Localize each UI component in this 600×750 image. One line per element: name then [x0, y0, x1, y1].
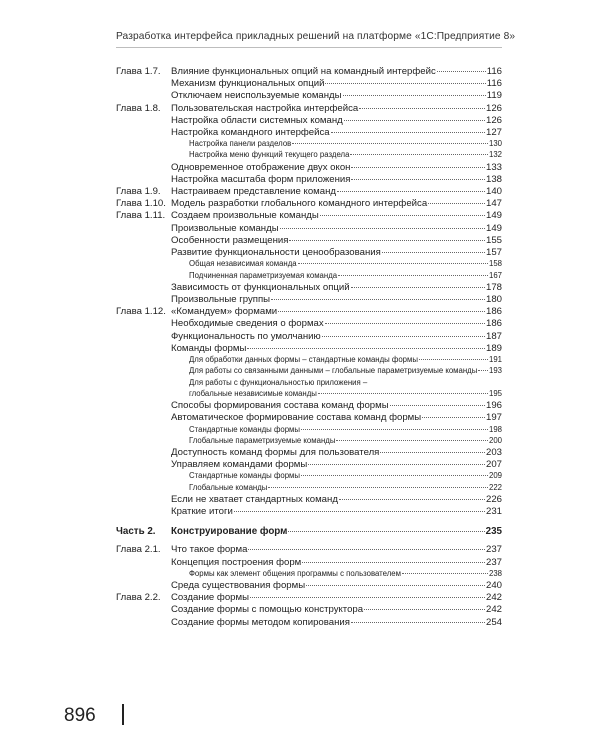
- toc-entry: [116, 580, 502, 592]
- toc-entry: [116, 150, 502, 161]
- toc-page-number: 116: [486, 66, 502, 77]
- toc-chapter-label: Глава 2.1.: [116, 544, 161, 556]
- toc-entry-line: [189, 150, 502, 159]
- toc-title: Зависимость от функциональных опций: [171, 281, 350, 293]
- toc-entry-line: [189, 355, 502, 364]
- toc-title: Управляем командами формы: [171, 459, 308, 471]
- toc-title: Если не хватает стандартных команд: [171, 494, 338, 506]
- toc-page-number: 197: [485, 412, 502, 424]
- toc-chapter-label: Глава 1.8.: [116, 102, 161, 114]
- toc-leader-dots: [288, 531, 484, 532]
- toc-leader-dots: [248, 549, 485, 550]
- toc-entry: [116, 459, 502, 471]
- toc-entry: [116, 103, 502, 115]
- toc-leader-dots: [292, 143, 488, 144]
- toc-leader-dots: [437, 71, 486, 72]
- toc-leader-dots: [325, 323, 485, 324]
- toc-title: Создание формы с помощью конструктора: [171, 604, 364, 616]
- toc-title: Стандартные команды формы: [189, 424, 300, 434]
- toc-entry: [116, 139, 502, 150]
- toc-leader-dots: [338, 275, 488, 276]
- toc-page-number: 127: [485, 126, 502, 138]
- toc-entry: [116, 318, 502, 330]
- toc-entry-line: [189, 569, 502, 578]
- toc-leader-dots: [364, 609, 485, 610]
- toc-page-number: 149: [485, 222, 502, 234]
- toc-entry: [116, 331, 502, 343]
- toc-title: Влияние функциональных опций на командный интерфейс: [171, 66, 436, 77]
- toc-leader-dots: [301, 475, 488, 476]
- toc-page-number: 195: [488, 388, 502, 398]
- toc-leader-dots: [318, 393, 488, 394]
- toc-leader-dots: [359, 108, 485, 109]
- toc-chapter-label: Глава 1.7.: [116, 66, 161, 77]
- toc-entry: [116, 223, 502, 235]
- toc-title: Для работы с функциональностью приложения –: [189, 377, 368, 387]
- toc-page-number: 203: [485, 447, 502, 459]
- toc-title: Создание формы: [171, 592, 249, 604]
- toc-entry-line: [171, 162, 502, 173]
- toc-page-number: 226: [485, 494, 502, 506]
- toc-title: «Командуем» формами: [171, 306, 278, 318]
- toc-leader-dots: [325, 83, 485, 84]
- header-rule: [116, 47, 502, 48]
- toc-page-number: 240: [485, 580, 502, 591]
- toc-leader-dots: [301, 429, 488, 430]
- toc-entry: [116, 389, 502, 400]
- toc-entry: [116, 506, 502, 518]
- toc-leader-dots: [271, 299, 485, 300]
- toc-entry-line: [171, 174, 502, 185]
- toc-leader-dots: [390, 405, 485, 406]
- toc-entry: [116, 526, 502, 538]
- toc-entry: [116, 198, 502, 210]
- toc-leader-dots: [331, 132, 485, 133]
- toc-title: Для обработки данных формы – стандартные команды формы: [189, 354, 418, 364]
- toc-title: Создание формы методом копирования: [171, 616, 350, 628]
- toc-title: Концепция построения форм: [171, 556, 302, 568]
- toc-page-number: 186: [485, 318, 502, 330]
- toc-page-number: 189: [485, 342, 502, 354]
- toc-entry-line: [189, 271, 502, 280]
- toc-leader-dots: [351, 179, 485, 180]
- toc-chapter-label: Глава 1.10.: [116, 198, 166, 210]
- toc-title: Отключаем неиспользуемые команды: [171, 90, 342, 102]
- toc-page-number: 200: [488, 435, 502, 445]
- toc-title: Настройка области системных команд: [171, 114, 343, 126]
- toc-page-number: 237: [485, 556, 502, 568]
- toc-entry-line: [171, 66, 502, 77]
- toc-entry-line: [171, 604, 502, 615]
- toc-entry: [116, 400, 502, 412]
- toc-page-number: 158: [488, 259, 502, 269]
- toc-title: Доступность команд формы для пользователя: [171, 447, 380, 459]
- toc-chapter-label: Глава 1.11.: [116, 210, 166, 222]
- toc-entry: [116, 592, 502, 604]
- toc-entry-line: [171, 400, 502, 411]
- toc-entry: [116, 294, 502, 306]
- toc-entry-line: [171, 447, 502, 458]
- toc-leader-dots: [322, 336, 485, 337]
- toc-title: Необходимые сведения о формах: [171, 318, 324, 330]
- toc-page-number: 130: [488, 139, 502, 149]
- toc-leader-dots: [380, 452, 485, 453]
- toc-entry: [116, 306, 502, 318]
- toc-title: Пользовательская настройка интерфейса: [171, 102, 359, 114]
- toc-leader-dots: [337, 191, 485, 192]
- toc-entry: [116, 186, 502, 198]
- toc-entry: [116, 282, 502, 294]
- toc-entry-line: [171, 459, 502, 470]
- footer-page-number: 896: [64, 705, 96, 726]
- toc-leader-dots: [247, 348, 485, 349]
- toc-page-number: 147: [485, 198, 502, 210]
- toc-entry: [116, 471, 502, 482]
- toc-page-number: 186: [485, 306, 502, 318]
- toc-chapter-label: Часть 2.: [116, 526, 156, 538]
- toc-entry-line: [171, 115, 502, 126]
- toc-chapter-label: Глава 1.9.: [116, 186, 161, 198]
- toc-title: Команды формы: [171, 342, 247, 354]
- toc-entry: [116, 544, 502, 556]
- toc-entry: [116, 569, 502, 580]
- toc-entry: [116, 343, 502, 355]
- toc-entry: [116, 271, 502, 282]
- toc-entry-line: [171, 318, 502, 329]
- toc-page-number: 191: [488, 354, 502, 364]
- toc-entry-line: [171, 294, 502, 305]
- toc-title: Настраиваем представление команд: [171, 186, 337, 198]
- toc-page-number: 133: [485, 161, 502, 173]
- toc-leader-dots: [428, 203, 485, 204]
- toc-page-number: 138: [485, 173, 502, 185]
- toc-entry: [116, 235, 502, 247]
- toc-entry-line: [171, 544, 502, 555]
- toc-leader-dots: [302, 562, 485, 563]
- toc-entry: [116, 78, 502, 90]
- toc-leader-dots: [234, 511, 485, 512]
- toc-title: Настройка панели разделов: [189, 139, 292, 149]
- toc-page-number: 178: [485, 281, 502, 293]
- toc-entry-line: [171, 198, 502, 209]
- toc-leader-dots: [298, 263, 488, 264]
- toc-page-number: 196: [485, 400, 502, 412]
- toc-leader-dots: [350, 154, 488, 155]
- toc-leader-dots: [268, 487, 488, 488]
- toc-page-number: 235: [485, 526, 502, 538]
- toc-page-number: 140: [485, 186, 502, 198]
- toc-entry-line: [189, 366, 502, 375]
- toc-page-number: 198: [488, 424, 502, 434]
- toc-entry-line: [171, 412, 502, 423]
- toc-title: Модель разработки глобального командного интерфейса: [171, 198, 428, 210]
- toc-entry: [116, 247, 502, 259]
- toc-entry: [116, 617, 502, 629]
- toc-entry: [116, 66, 502, 78]
- toc-entry-line: [189, 483, 502, 492]
- toc-page-number: 238: [488, 568, 502, 578]
- toc-entry: [116, 162, 502, 174]
- toc-leader-dots: [343, 95, 486, 96]
- toc-leader-dots: [422, 417, 485, 418]
- toc-entry-line: [171, 526, 502, 537]
- toc-leader-dots: [344, 120, 485, 121]
- toc-title: Настройка масштаба форм приложения: [171, 173, 351, 185]
- toc-entry-line: [171, 580, 502, 591]
- toc-entry: [116, 355, 502, 366]
- toc-page-number: 242: [485, 604, 502, 616]
- toc-page-number: 254: [485, 616, 502, 628]
- toc-entry-line: [171, 617, 502, 628]
- toc-entry: [116, 127, 502, 139]
- toc-leader-dots: [278, 311, 485, 312]
- toc-leader-dots: [308, 464, 485, 465]
- toc-entry-line: [189, 389, 502, 398]
- toc-title: Настройка командного интерфейса: [171, 126, 330, 138]
- toc-leader-dots: [351, 287, 485, 288]
- toc-title: Одновременное отображение двух окон: [171, 161, 351, 173]
- toc-entry-line: [171, 223, 502, 234]
- toc-title: Среда существования формы: [171, 580, 306, 591]
- toc-title: Способы формирования состава команд формы: [171, 400, 389, 412]
- toc-entry: [116, 557, 502, 569]
- toc-title: Создаем произвольные команды: [171, 210, 319, 222]
- toc-entry-line: [171, 235, 502, 246]
- toc-title: Подчиненная параметризуемая команда: [189, 270, 338, 280]
- toc-entry: [116, 378, 502, 389]
- toc-entry: [116, 436, 502, 447]
- toc-title: Стандартные команды формы: [189, 471, 300, 481]
- toc-entry: [116, 494, 502, 506]
- toc-entry-line: [171, 331, 502, 342]
- toc-leader-dots: [351, 167, 485, 168]
- toc-entry: [116, 604, 502, 616]
- toc-title: Функциональность по умолчанию: [171, 330, 321, 342]
- toc-title: Глобальные параметризуемые команды: [189, 435, 336, 445]
- toc-page-number: 193: [488, 366, 502, 376]
- toc-page-number: 132: [488, 150, 502, 160]
- toc-entry: [116, 447, 502, 459]
- toc-leader-dots: [250, 597, 485, 598]
- toc-page-number: 126: [485, 102, 502, 114]
- toc-entry: [116, 210, 502, 222]
- toc-leader-dots: [402, 573, 488, 574]
- toc-title: Глобальные команды: [189, 482, 268, 492]
- toc-entry: [116, 366, 502, 377]
- toc-title: глобальные независимые команды: [189, 388, 317, 398]
- toc-leader-dots: [306, 585, 485, 586]
- toc-page-number: 242: [485, 592, 502, 604]
- toc-page-number: 119: [486, 90, 502, 102]
- table-of-contents: [116, 66, 502, 629]
- toc-entry-line: [171, 306, 502, 317]
- toc-entry: [116, 259, 502, 270]
- toc-entry-line: [171, 103, 502, 114]
- toc-chapter-label: Глава 2.2.: [116, 592, 161, 604]
- toc-page-number: 209: [488, 471, 502, 481]
- toc-entry: [116, 115, 502, 127]
- toc-page-number: 155: [485, 234, 502, 246]
- toc-title: Для работы со связанными данными – глобальные параметризуемые команды: [189, 366, 478, 376]
- toc-entry-line: [171, 494, 502, 505]
- toc-page-number: 237: [485, 544, 502, 556]
- toc-entry-line: [189, 425, 502, 434]
- toc-page-number: 180: [485, 294, 502, 305]
- toc-leader-dots: [382, 252, 485, 253]
- toc-page-number: 207: [485, 459, 502, 471]
- toc-title: Формы как элемент общения программы с пользователем: [189, 568, 401, 578]
- toc-page-number: 126: [485, 114, 502, 126]
- toc-leader-dots: [419, 359, 488, 360]
- toc-page-number: 116: [486, 78, 502, 90]
- toc-title: Особенности размещения: [171, 234, 289, 246]
- toc-chapter-label: Глава 1.12.: [116, 306, 166, 318]
- toc-page-number: 187: [485, 330, 502, 342]
- toc-entry-line: [171, 506, 502, 517]
- toc-leader-dots: [289, 240, 485, 241]
- toc-entry-line: [189, 259, 502, 268]
- toc-entry: [116, 174, 502, 186]
- toc-leader-dots: [280, 228, 485, 229]
- toc-entry-line: [189, 378, 502, 387]
- toc-leader-dots: [320, 215, 485, 216]
- toc-entry-line: [171, 127, 502, 138]
- toc-title: Произвольные группы: [171, 294, 271, 305]
- toc-entry-line: [171, 78, 502, 89]
- toc-title: Механизм функциональных опций: [171, 78, 325, 90]
- toc-page-number: 157: [485, 247, 502, 259]
- toc-entry-line: [171, 247, 502, 258]
- toc-entry: [116, 425, 502, 436]
- toc-entry-line: [171, 90, 502, 101]
- toc-title: Общая независимая команда: [189, 259, 297, 269]
- toc-entry: [116, 483, 502, 494]
- toc-entry-line: [171, 282, 502, 293]
- toc-entry-line: [189, 436, 502, 445]
- toc-entry-line: [189, 471, 502, 480]
- toc-title: Автоматическое формирование состава команд формы: [171, 412, 422, 424]
- toc-entry-line: [171, 592, 502, 603]
- toc-title: Произвольные команды: [171, 222, 279, 234]
- toc-title: Развитие функциональности ценообразования: [171, 247, 381, 259]
- toc-page-number: 231: [485, 506, 502, 518]
- footer-divider: [122, 704, 124, 725]
- toc-entry-line: [189, 139, 502, 148]
- toc-page-number: 222: [488, 482, 502, 492]
- toc-entry: [116, 412, 502, 424]
- toc-leader-dots: [339, 499, 485, 500]
- toc-leader-dots: [336, 440, 488, 441]
- page-header: Разработка интерфейса прикладных решений на платформе «1С:Предприятие 8»: [116, 31, 516, 42]
- toc-title: Конструирование форм: [171, 526, 288, 538]
- toc-entry: [116, 90, 502, 102]
- toc-title: Настройка меню функций текущего раздела: [189, 150, 350, 160]
- toc-title: Краткие итоги: [171, 506, 233, 518]
- toc-entry-line: [171, 186, 502, 197]
- toc-entry-line: [171, 343, 502, 354]
- toc-entry-line: [171, 210, 502, 221]
- toc-title: Что такое форма: [171, 544, 248, 556]
- toc-page-number: 167: [488, 270, 502, 280]
- toc-leader-dots: [478, 370, 488, 371]
- toc-page-number: 149: [485, 210, 502, 222]
- toc-leader-dots: [351, 622, 485, 623]
- toc-entry-line: [171, 557, 502, 568]
